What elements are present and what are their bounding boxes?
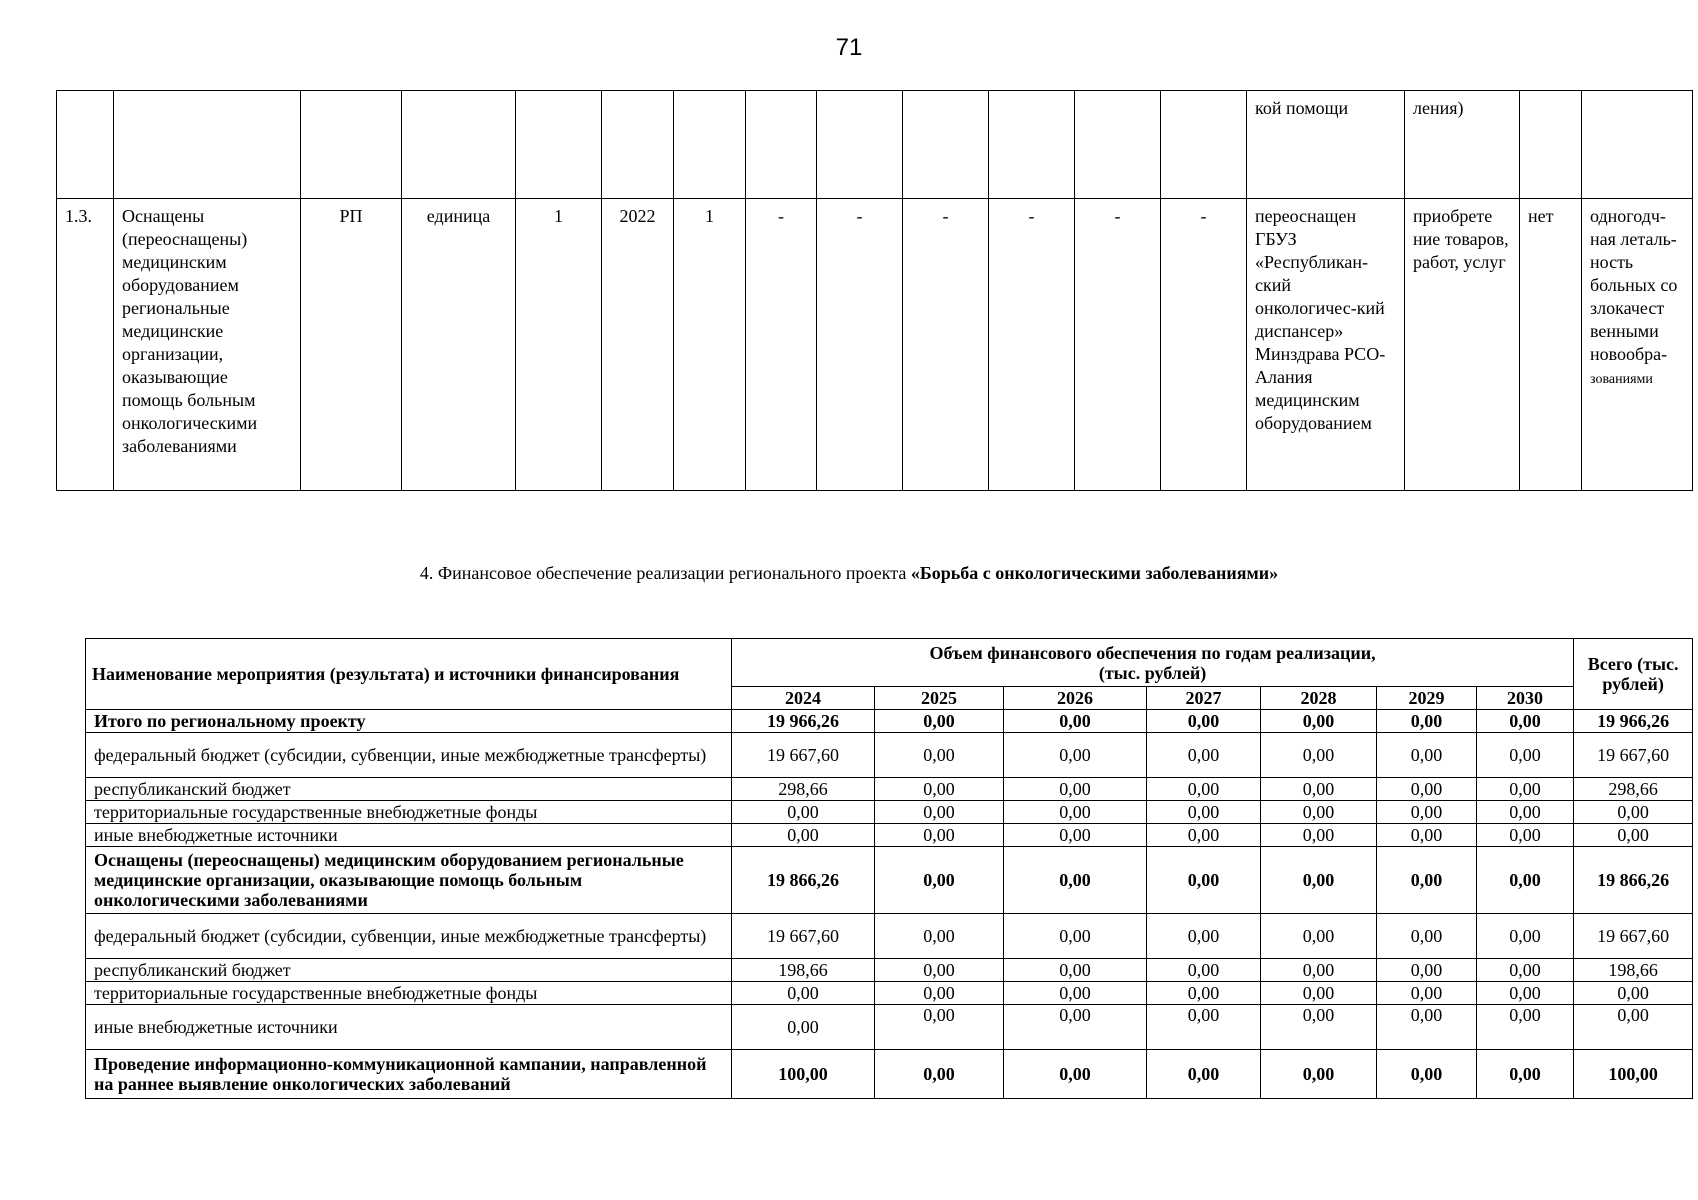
- amount-cell: 19 667,60: [732, 733, 875, 778]
- amount-cell: 0,00: [1261, 982, 1377, 1005]
- base-year-cell: 2022: [602, 199, 674, 491]
- amount-cell: 0,00: [1147, 914, 1261, 959]
- amount-cell: 19 966,26: [732, 710, 875, 733]
- value-cell: -: [903, 199, 989, 491]
- source-name: территориальные государственные внебюджетные фонды: [86, 982, 732, 1005]
- total-cell: 0,00: [1574, 1005, 1693, 1050]
- header-year: 2025: [875, 687, 1004, 710]
- header-year: 2030: [1477, 687, 1574, 710]
- header-volume: Объем финансового обеспечения по годам реализации, (тыс. рублей): [732, 639, 1574, 687]
- total-cell: 298,66: [1574, 778, 1693, 801]
- finance-table: [85, 638, 1693, 1099]
- indicator-tail: зованиями: [1590, 372, 1653, 387]
- table-row: [86, 1005, 1693, 1050]
- amount-cell: 0,00: [1147, 959, 1261, 982]
- total-cell: 19 667,60: [1574, 733, 1693, 778]
- header-year: 2026: [1004, 687, 1147, 710]
- amount-cell: 0,00: [1261, 801, 1377, 824]
- amount-cell: 0,00: [732, 1005, 875, 1050]
- amount-cell: 0,00: [875, 824, 1004, 847]
- page-number: 71: [835, 34, 863, 61]
- amount-cell: 198,66: [732, 959, 875, 982]
- table-row: [86, 801, 1693, 824]
- section-title-bold: «Борьба с онкологическими заболеваниями»: [910, 563, 1279, 583]
- section-title: [0, 563, 1698, 584]
- amount-cell: 0,00: [1377, 710, 1477, 733]
- amount-cell: 0,00: [1004, 982, 1147, 1005]
- value-cell: -: [817, 199, 903, 491]
- indicator-cell: [1582, 199, 1693, 491]
- source-name: федеральный бюджет (субсидии, субвенции, иные межбюджетные трансферты): [86, 733, 732, 778]
- amount-cell: 0,00: [1477, 959, 1574, 982]
- amount-cell: 0,00: [1004, 733, 1147, 778]
- amount-cell: 0,00: [1377, 1050, 1477, 1099]
- amount-cell: 0,00: [1377, 801, 1477, 824]
- value-cell: -: [989, 199, 1075, 491]
- amount-cell: 0,00: [1004, 959, 1147, 982]
- amount-cell: 0,00: [1147, 778, 1261, 801]
- amount-cell: 0,00: [875, 1050, 1004, 1099]
- amount-cell: 0,00: [1477, 1050, 1574, 1099]
- table-row: [86, 778, 1693, 801]
- amount-cell: 0,00: [1377, 733, 1477, 778]
- source-name: Проведение информационно-коммуникационной кампании, направленной на раннее выявление онкологических заболеваний: [86, 1050, 732, 1099]
- base-value-cell: 1: [516, 199, 602, 491]
- amount-cell: 0,00: [1147, 801, 1261, 824]
- amount-cell: 0,00: [1147, 982, 1261, 1005]
- table-row: [86, 914, 1693, 959]
- amount-cell: 0,00: [1147, 710, 1261, 733]
- amount-cell: 0,00: [1377, 959, 1477, 982]
- amount-cell: 0,00: [732, 824, 875, 847]
- value-cell: -: [1075, 199, 1161, 491]
- flag-cell: нет: [1520, 199, 1582, 491]
- header-year: 2028: [1261, 687, 1377, 710]
- source-name: республиканский бюджет: [86, 778, 732, 801]
- amount-cell: 0,00: [1477, 1005, 1574, 1050]
- amount-cell: 0,00: [1377, 1005, 1477, 1050]
- amount-cell: 0,00: [1377, 914, 1477, 959]
- source-name: федеральный бюджет (субсидии, субвенции, иные межбюджетные трансферты): [86, 914, 732, 959]
- amount-cell: 0,00: [732, 801, 875, 824]
- amount-cell: 0,00: [1004, 1005, 1147, 1050]
- amount-cell: 0,00: [1261, 914, 1377, 959]
- amount-cell: 0,00: [1477, 801, 1574, 824]
- source-name: иные внебюджетные источники: [86, 1005, 732, 1050]
- amount-cell: 0,00: [1377, 982, 1477, 1005]
- amount-cell: 0,00: [1147, 824, 1261, 847]
- amount-cell: 0,00: [875, 959, 1004, 982]
- amount-cell: 0,00: [1377, 778, 1477, 801]
- unit-cell: единица: [402, 199, 516, 491]
- amount-cell: 0,00: [1261, 959, 1377, 982]
- value-cell: -: [1161, 199, 1247, 491]
- type-cell: ления): [1405, 91, 1520, 199]
- total-cell: 0,00: [1574, 824, 1693, 847]
- amount-cell: 0,00: [1261, 824, 1377, 847]
- amount-cell: 0,00: [875, 847, 1004, 914]
- source-name: иные внебюджетные источники: [86, 824, 732, 847]
- amount-cell: 0,00: [1004, 914, 1147, 959]
- amount-cell: 0,00: [1377, 824, 1477, 847]
- amount-cell: 0,00: [1147, 847, 1261, 914]
- amount-cell: 0,00: [1261, 710, 1377, 733]
- amount-cell: 0,00: [1004, 824, 1147, 847]
- header-year: 2027: [1147, 687, 1261, 710]
- result-name: Оснащены (переоснащены) медицинским оборудованием региональные медицинские организации, оказывающие помощь больным онкологическими заболеваниями: [114, 199, 301, 491]
- amount-cell: 298,66: [732, 778, 875, 801]
- amount-cell: 0,00: [1147, 733, 1261, 778]
- amount-cell: 0,00: [1477, 824, 1574, 847]
- amount-cell: 0,00: [1477, 733, 1574, 778]
- type-cell: приобрете ние товаров, работ, услуг: [1405, 199, 1520, 491]
- amount-cell: 0,00: [1147, 1005, 1261, 1050]
- table-row: [86, 959, 1693, 982]
- amount-cell: 0,00: [875, 778, 1004, 801]
- source-name: территориальные государственные внебюджетные фонды: [86, 801, 732, 824]
- amount-cell: 19 866,26: [732, 847, 875, 914]
- amount-cell: 0,00: [1261, 1050, 1377, 1099]
- value-cell: -: [746, 199, 817, 491]
- level-cell: РП: [301, 199, 402, 491]
- amount-cell: 0,00: [1477, 710, 1574, 733]
- header-year: 2024: [732, 687, 875, 710]
- amount-cell: 0,00: [1477, 982, 1574, 1005]
- amount-cell: 0,00: [1004, 710, 1147, 733]
- total-cell: 19 966,26: [1574, 710, 1693, 733]
- source-name: республиканский бюджет: [86, 959, 732, 982]
- amount-cell: 0,00: [875, 1005, 1004, 1050]
- header-row: [86, 639, 1693, 687]
- table-row: [57, 199, 1693, 491]
- source-name: Итого по региональному проекту: [86, 710, 732, 733]
- table-row: [86, 847, 1693, 914]
- result-cell: кой помощи: [1247, 91, 1405, 199]
- table-row: [86, 982, 1693, 1005]
- amount-cell: 0,00: [1477, 914, 1574, 959]
- source-name: Оснащены (переоснащены) медицинским оборудованием региональные медицинские организации, оказывающие помощь больным онкологическими заболеваниями: [86, 847, 732, 914]
- amount-cell: 0,00: [1377, 847, 1477, 914]
- results-table: [56, 90, 1693, 491]
- amount-cell: 0,00: [875, 710, 1004, 733]
- table-row: [86, 733, 1693, 778]
- total-cell: 0,00: [1574, 801, 1693, 824]
- amount-cell: 0,00: [875, 801, 1004, 824]
- amount-cell: 0,00: [1004, 801, 1147, 824]
- amount-cell: 0,00: [1477, 778, 1574, 801]
- amount-cell: 0,00: [875, 733, 1004, 778]
- table-row: [86, 824, 1693, 847]
- result-cell: переоснащен ГБУЗ «Республикан-ский онкологичес-кий диспансер» Минздрава РСО- Алания медицинским оборудованием: [1247, 199, 1405, 491]
- amount-cell: 0,00: [1477, 847, 1574, 914]
- value-cell: 1: [674, 199, 746, 491]
- amount-cell: 100,00: [732, 1050, 875, 1099]
- amount-cell: 0,00: [1147, 1050, 1261, 1099]
- amount-cell: 0,00: [1004, 847, 1147, 914]
- amount-cell: 0,00: [1261, 1005, 1377, 1050]
- header-total: Всего (тыс. рублей): [1574, 639, 1693, 710]
- section-title-plain: 4. Финансовое обеспечение реализации регионального проекта: [419, 563, 911, 583]
- amount-cell: 0,00: [1261, 847, 1377, 914]
- total-cell: 0,00: [1574, 982, 1693, 1005]
- header-name: Наименование мероприятия (результата) и источники финансирования: [86, 639, 732, 710]
- table-row: [86, 710, 1693, 733]
- table-row: [86, 1050, 1693, 1099]
- amount-cell: 0,00: [1004, 1050, 1147, 1099]
- amount-cell: 0,00: [1004, 778, 1147, 801]
- row-number: 1.3.: [57, 199, 114, 491]
- amount-cell: 0,00: [732, 982, 875, 1005]
- total-cell: 19 667,60: [1574, 914, 1693, 959]
- amount-cell: 0,00: [1261, 733, 1377, 778]
- total-cell: 19 866,26: [1574, 847, 1693, 914]
- amount-cell: 0,00: [875, 914, 1004, 959]
- total-cell: 198,66: [1574, 959, 1693, 982]
- table-row: [57, 91, 1693, 199]
- amount-cell: 0,00: [1261, 778, 1377, 801]
- header-year: 2029: [1377, 687, 1477, 710]
- total-cell: 100,00: [1574, 1050, 1693, 1099]
- amount-cell: 19 667,60: [732, 914, 875, 959]
- indicator-main: одногодч-ная леталь-ность больных со злокачест венными новообра-: [1590, 206, 1678, 364]
- amount-cell: 0,00: [875, 982, 1004, 1005]
